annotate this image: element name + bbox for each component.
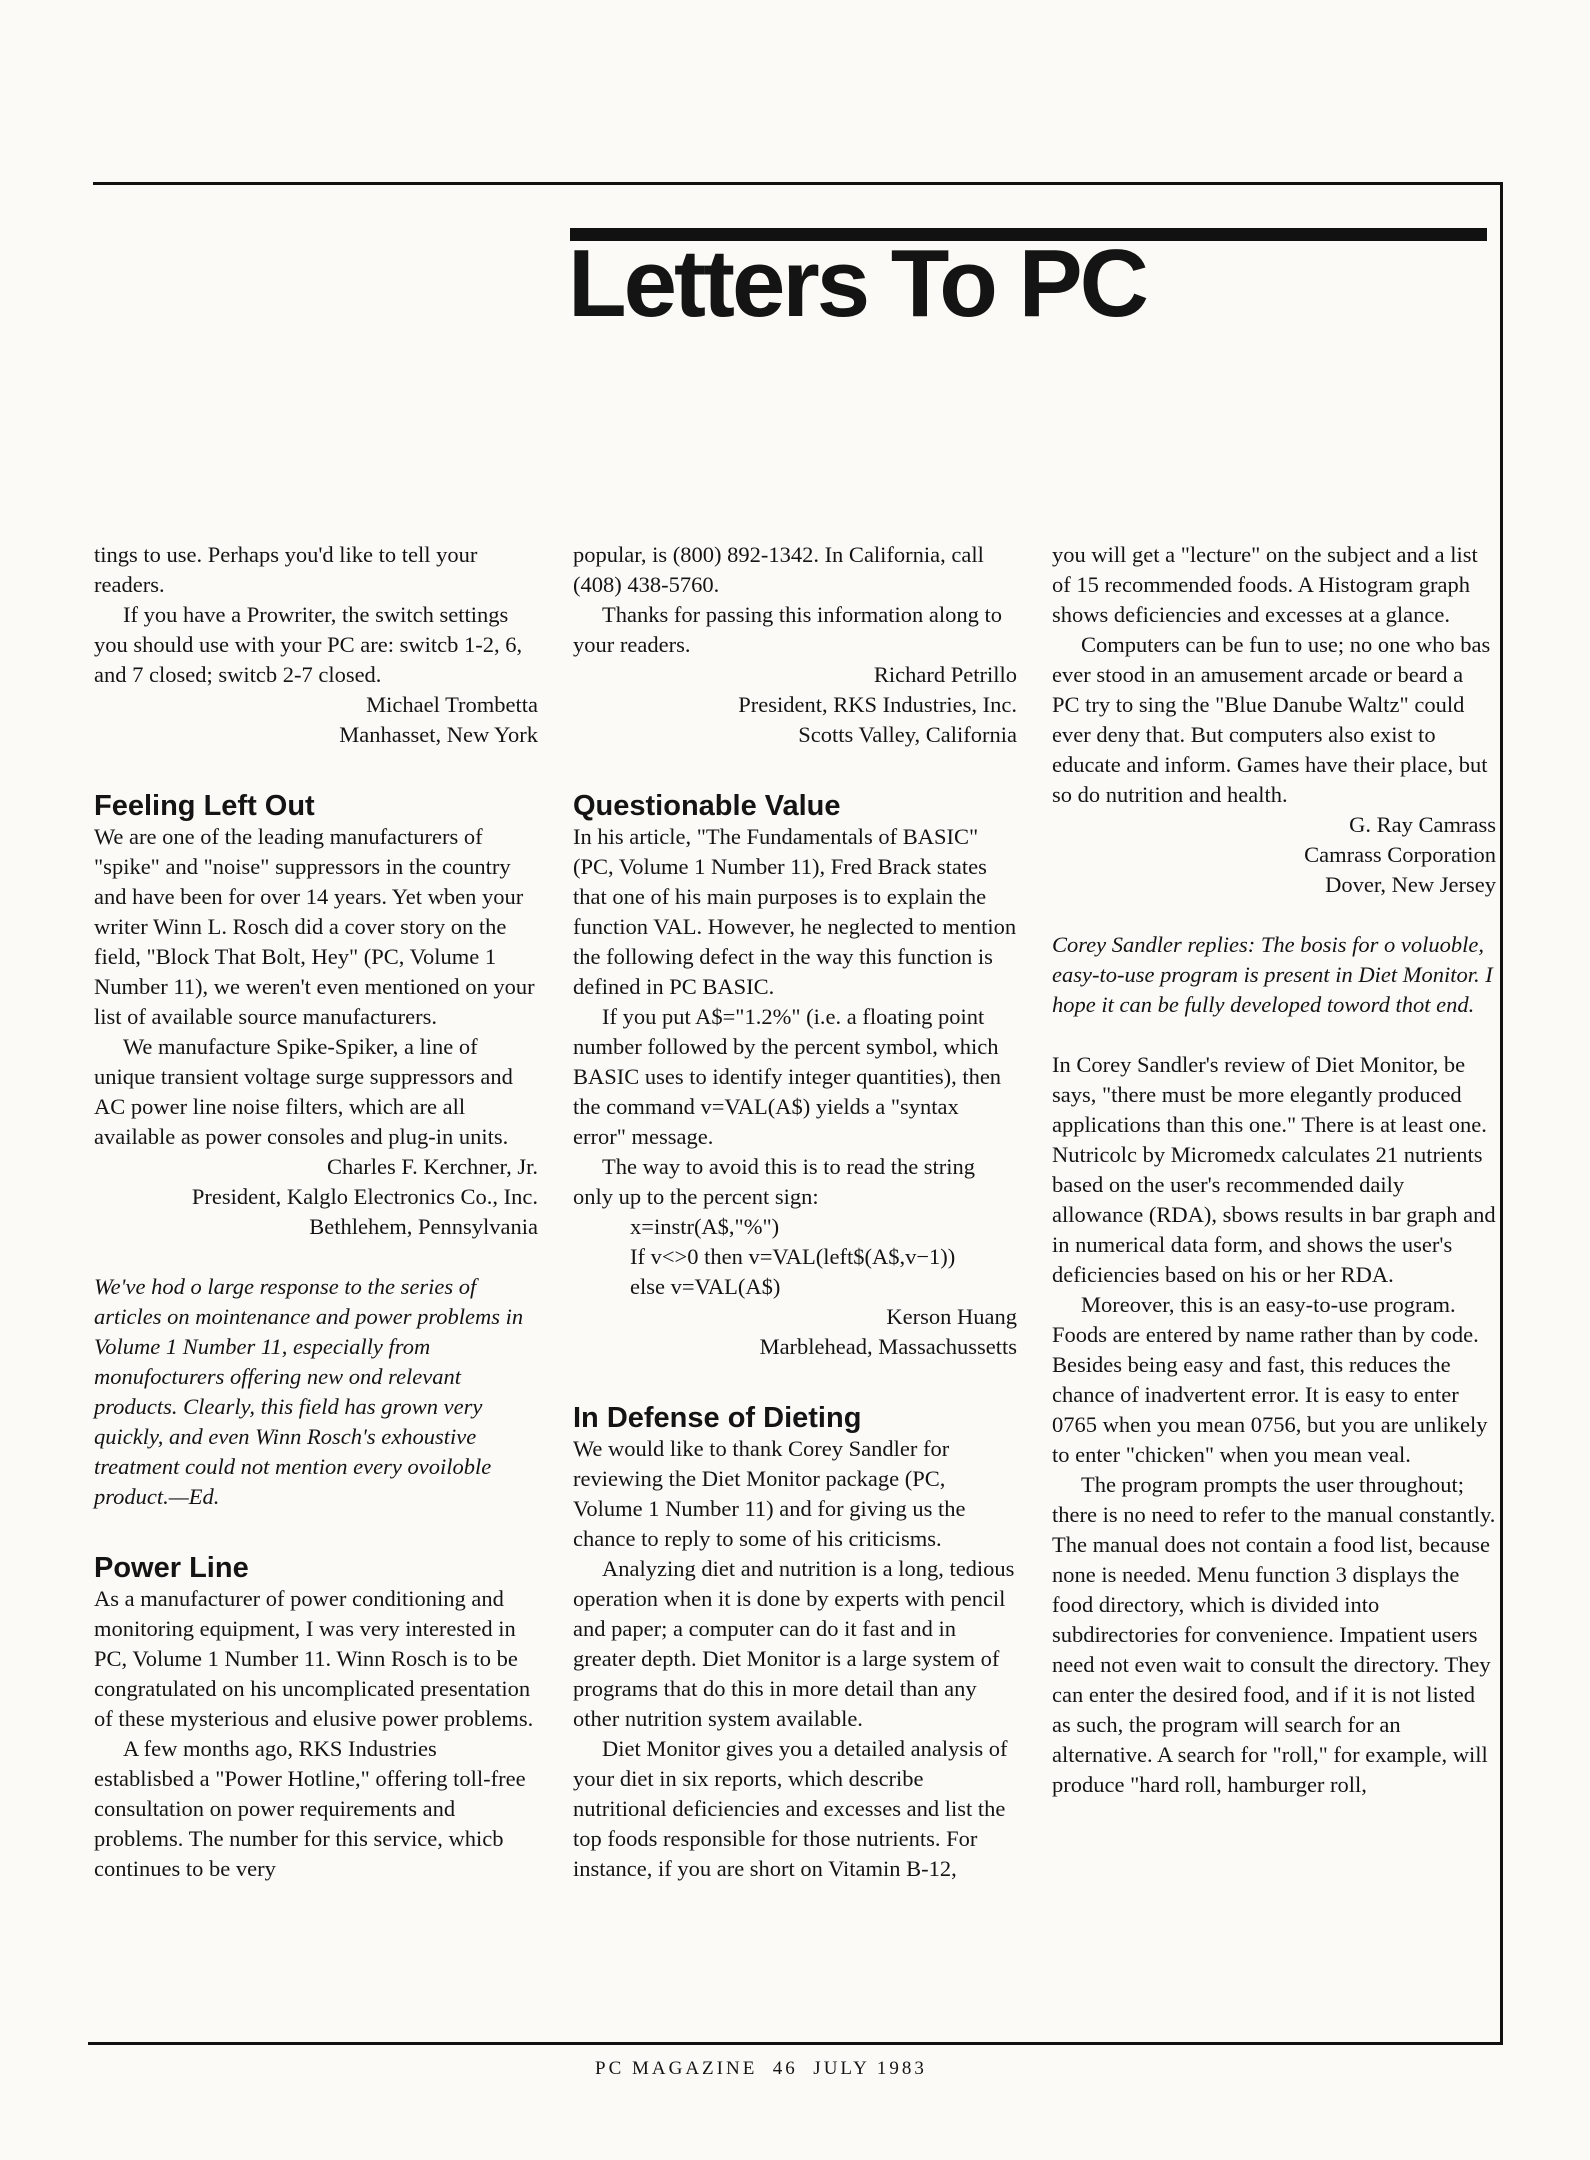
code-line: x=instr(A$,"%") [630,1214,780,1239]
signature-name: Kerson Huang [886,1304,1017,1329]
signature-company: President, Kalglo Electronics Co., Inc. [191,1184,538,1209]
letter-text: Analyzing diet and nutrition is a long, tedious operation when it is done by experts with pencil and paper; a computer can do it fast and in greater depth. Diet Monitor is a large system of programs that do this in more detail than any other nutrition system available. [573,1556,1015,1731]
signature-location: Bethlehem, Pennsylvania [309,1214,538,1239]
letter-text: As a manufacturer of power conditioning and monitoring equipment, I was very interested in PC, Volume 1 Number 11. Winn Rosch is to be congratulated on his uncomplicated presentation of these mysterious and elusive power problems. [94,1586,534,1731]
signature-location: Dover, New Jersey [1325,872,1496,897]
code-line: else v=VAL(A$) [630,1274,781,1299]
letter-text: Computers can be fun to use; no one who bas ever stood in an amusement arcade or beard a PC try to sing the "Blue Danube Waltz" could ever deny that. But computers also exist to educate and inform. Games have their place, but so do nutrition and health. [1052,632,1491,807]
signature-name: Richard Petrillo [873,662,1017,687]
bottom-rule [88,2042,1503,2045]
column-3 [1052,540,1496,1800]
signature-name: Charles F. Kerchner, Jr. [327,1154,538,1179]
page-title: Letters To PC [568,230,1146,337]
letter-text: The way to avoid this is to read the string only up to the percent sign: [573,1154,976,1209]
letter-text: Diet Monitor gives you a detailed analysis of your diet in six reports, which describe nutritional deficiencies and excesses and list the top foods responsible for those nutrients. For instance, if you are short on Vitamin B-12, [573,1736,1008,1881]
letter-text: you will get a "lecture" on the subject and a list of 15 recommended foods. A Histogram graph shows deficiencies and excesses at a glance. [1052,542,1478,627]
letter-text: In Corey Sandler's review of Diet Monitor, be says, "there must be more elegantly produced applications than this one." There is at least one. Nutricolc by Micromedx calculates 21 nutrients based on the user's recommended daily allowance (RDA), sbows results in bar graph and in numerical data form, and shows the user's deficiencies based on his or her RDA. [1052,1052,1496,1287]
author-reply: Corey Sandler replies: The bosis for o voluoble, easy-to-use program is present in Diet Monitor. I hope it can be fully developed toword thot end. [1052,932,1493,1017]
letter-text: We would like to thank Corey Sandler for reviewing the Diet Monitor package (PC, Volume 1 Number 11) and for giving us the chance to reply to some of his criticisms. [573,1436,966,1551]
editor-note: We've hod o large response to the series of articles on mointenance and power problems in Volume 1 Number 11, especially from monufocturers offering new ond relevant products. Clearly, this field has grown very quickly, and even Winn Rosch's exhoustive treatment could not mention every ovoiloble product.—Ed. [94,1274,524,1509]
signature-company: Camrass Corporation [1304,842,1496,867]
column-2 [573,540,1017,1884]
code-line: If v<>0 then v=VAL(left$(A$,v−1)) [630,1244,956,1269]
letter-text: A few months ago, RKS Industries establisbed a "Power Hotline," offering toll-free consultation on power requirements and problems. The number for this service, whicb continues to be very [94,1736,526,1881]
section-heading: Power Line [94,1552,249,1584]
signature-name: G. Ray Camrass [1349,812,1496,837]
section-heading: Questionable Value [573,790,841,822]
top-rule [93,182,1502,185]
signature-location: Marblehead, Massachussetts [759,1334,1017,1359]
letter-text: The program prompts the user throughout; there is no need to refer to the manual constantly. The manual does not contain a food list, because none is needed. Menu function 3 displays the food directory, which is divided into subdirectories for convenience. Impatient users need not even wait to consult the directory. They can enter the desired food, and if it is not listed as such, the program will search for an alternative. A search for "roll," for example, will produce "hard roll, hamburger roll, [1052,1472,1496,1797]
section-heading: Feeling Left Out [94,790,315,822]
letter-text: In his article, "The Fundamentals of BASIC" (PC, Volume 1 Number 11), Fred Brack states that one of his main purposes is to explain the function VAL. However, he neglected to mention the following defect in the way this function is defined in PC BASIC. [573,824,1017,999]
letter-text: If you have a Prowriter, the switch settings you should use with your PC are: switcb 1-2, 6, and 7 closed; switcb 2-7 closed. [94,602,523,687]
letter-text: Moreover, this is an easy-to-use program. Foods are entered by name rather than by code. Besides being easy and fast, this reduces the chance of inadvertent error. It is easy to enter 0765 when you mean 0756, but you are unlikely to enter "chicken" when you mean veal. [1052,1292,1488,1467]
letter-text: Thanks for passing this information along to your readers. [573,602,1002,657]
signature-location: Scotts Valley, California [798,722,1017,747]
letter-text: popular, is (800) 892-1342. In California, call (408) 438-5760. [573,542,984,597]
section-heading: In Defense of Dieting [573,1402,862,1434]
signature-location: Manhasset, New York [339,722,538,747]
page-footer: PC MAGAZINE 46 JULY 1983 [595,2058,927,2079]
letter-text: We are one of the leading manufacturers of "spike" and "noise" suppressors in the country and have been for over 14 years. Yet wben your writer Winn L. Rosch did a cover story on the field, "Block That Bolt, Hey" (PC, Volume 1 Number 11), we weren't even mentioned on your list of available source manufacturers. [94,824,535,1029]
signature-company: President, RKS Industries, Inc. [738,692,1017,717]
letter-text: We manufacture Spike-Spiker, a line of unique transient voltage surge suppressors and AC power line noise filters, which are all available as power consoles and plug-in units. [94,1034,513,1149]
letter-text: If you put A$="1.2%" (i.e. a floating point number followed by the percent symbol, which BASIC uses to identify integer quantities), then the command v=VAL(A$) yields a "syntax error" message. [573,1004,1002,1149]
column-1 [94,540,538,1884]
right-border [1500,182,1503,2044]
signature-name: Michael Trombetta [366,692,538,717]
letter-text: tings to use. Perhaps you'd like to tell your readers. [94,542,478,597]
